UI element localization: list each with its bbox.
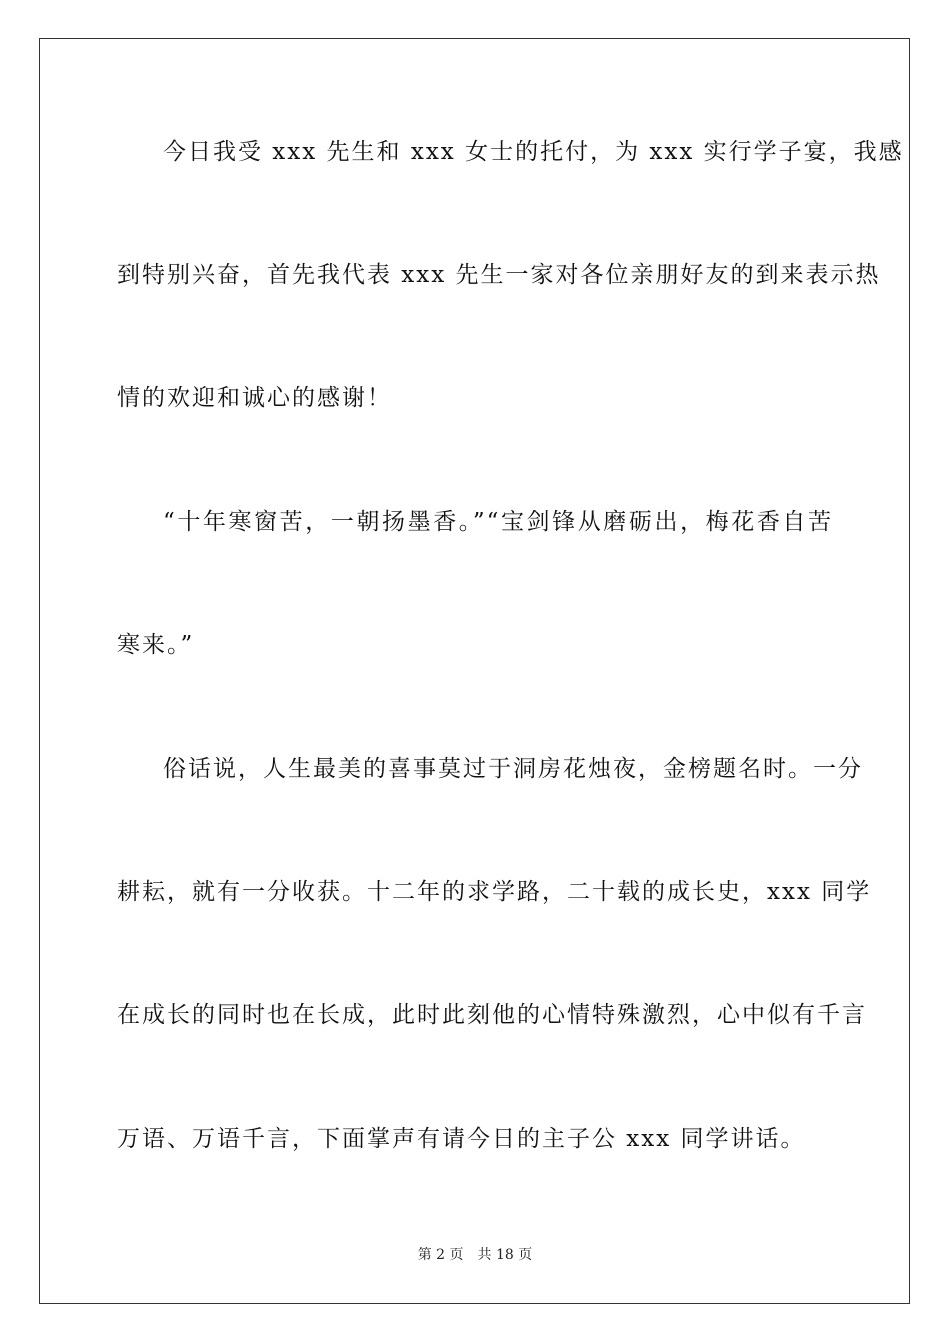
paragraph-line: 寒来。” xyxy=(117,632,195,658)
paragraph-line: 耕耘，就有一分收获。十二年的求学路，二十载的成长史，xxx 同学 xyxy=(117,879,872,905)
paragraph-line: 情的欢迎和诚心的感谢！ xyxy=(117,385,392,411)
paragraph-line: 到特别兴奋，首先我代表 xxx 先生一家对各位亲朋好友的到来表示热 xyxy=(117,262,881,288)
page-footer xyxy=(0,1246,950,1264)
paragraph-line: 万语、万语千言，下面掌声有请今日的主子公 xxx 同学讲话。 xyxy=(117,1126,806,1152)
paragraph-line: “十年寒窗苦，一朝扬墨香。”“宝剑锋从磨砺出，梅花香自苦 xyxy=(163,509,833,535)
paragraph-line: 在成长的同时也在长成，此时此刻他的心情特殊激烈，心中似有千言 xyxy=(117,1002,867,1028)
page-border xyxy=(39,38,910,1304)
page-total: 共 18 页 xyxy=(477,1247,533,1263)
paragraph-line: 俗话说，人生最美的喜事莫过于洞房花烛夜，金榜题名时。一分 xyxy=(163,756,863,782)
page-number: 第 2 页 xyxy=(417,1247,464,1263)
paragraph-line: 今日我受 xxx 先生和 xxx 女士的托付，为 xxx 实行学子宴，我感 xyxy=(163,139,904,165)
